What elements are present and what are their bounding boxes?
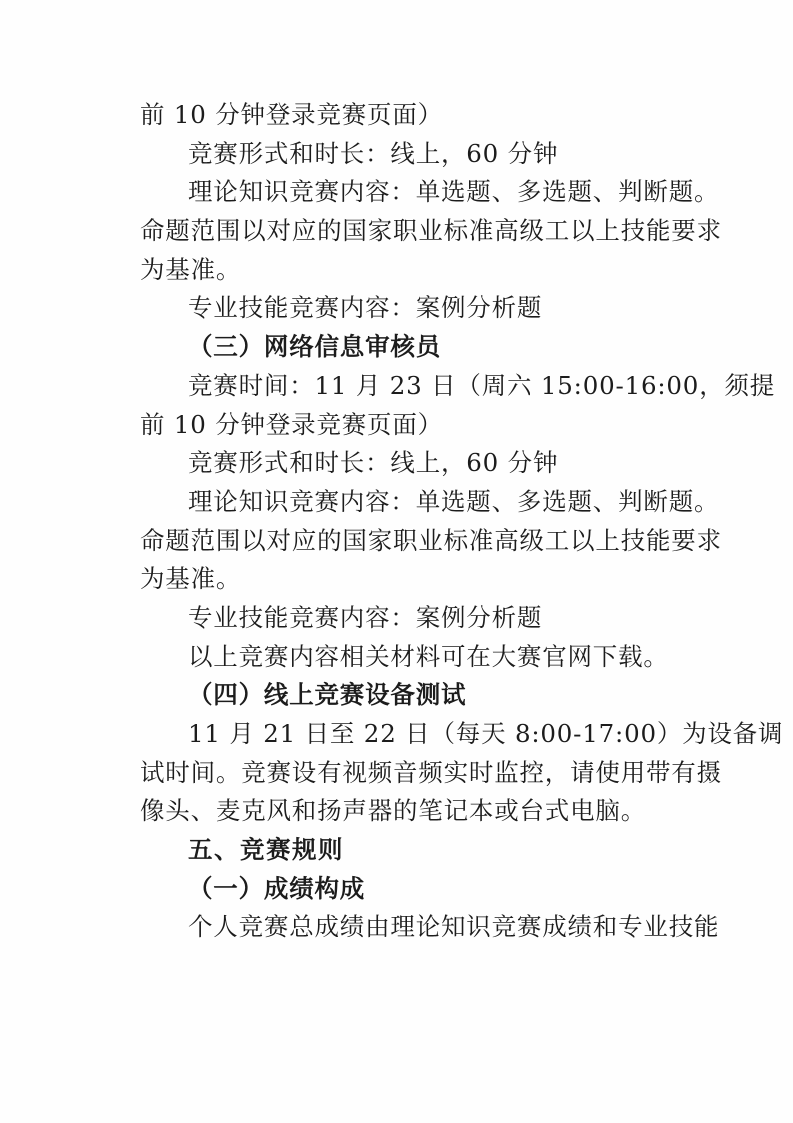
text-line: 命题范围以对应的国家职业标准高级工以上技能要求 — [140, 216, 722, 246]
text-line: 为基准。 — [140, 254, 242, 284]
text-line: 理论知识竞赛内容：单选题、多选题、判断题。 — [188, 486, 720, 516]
section-heading-5-competition-rules: 五、竞赛规则 — [188, 835, 344, 865]
text-line: 专业技能竞赛内容：案例分析题 — [188, 293, 543, 323]
text-line: 个人竞赛总成绩由理论知识竞赛成绩和专业技能 — [188, 912, 720, 942]
text-line: 前 10 分钟登录竞赛页面） — [140, 100, 443, 129]
text-line: 为基准。 — [140, 564, 242, 594]
text-line: 竞赛形式和时长：线上，60 分钟 — [188, 448, 559, 478]
text-line: 命题范围以对应的国家职业标准高级工以上技能要求 — [140, 525, 722, 555]
document-text-block — [140, 96, 784, 947]
text-line: 专业技能竞赛内容：案例分析题 — [188, 602, 543, 632]
text-line: 竞赛形式和时长：线上，60 分钟 — [188, 138, 559, 168]
text-line: 前 10 分钟登录竞赛页面） — [140, 409, 443, 439]
text-line: 试时间。竞赛设有视频音频实时监控，请使用带有摄 — [140, 757, 722, 787]
section-heading-3-network-info-auditor: （三）网络信息审核员 — [188, 332, 441, 362]
text-line: 11 月 21 日至 22 日（每天 8:00-17:00）为设备调 — [188, 719, 784, 748]
section-heading-4-online-device-test: （四）线上竞赛设备测试 — [188, 680, 467, 710]
text-line: 以上竞赛内容相关材料可在大赛官网下载。 — [188, 641, 669, 671]
text-line: 理论知识竞赛内容：单选题、多选题、判断题。 — [188, 177, 720, 207]
text-line: 竞赛时间：11 月 23 日（周六 15:00-16:00，须提 — [188, 370, 776, 400]
subsection-heading-1-score-composition: （一）成绩构成 — [188, 873, 366, 903]
text-line: 像头、麦克风和扬声器的笔记本或台式电脑。 — [140, 796, 646, 826]
